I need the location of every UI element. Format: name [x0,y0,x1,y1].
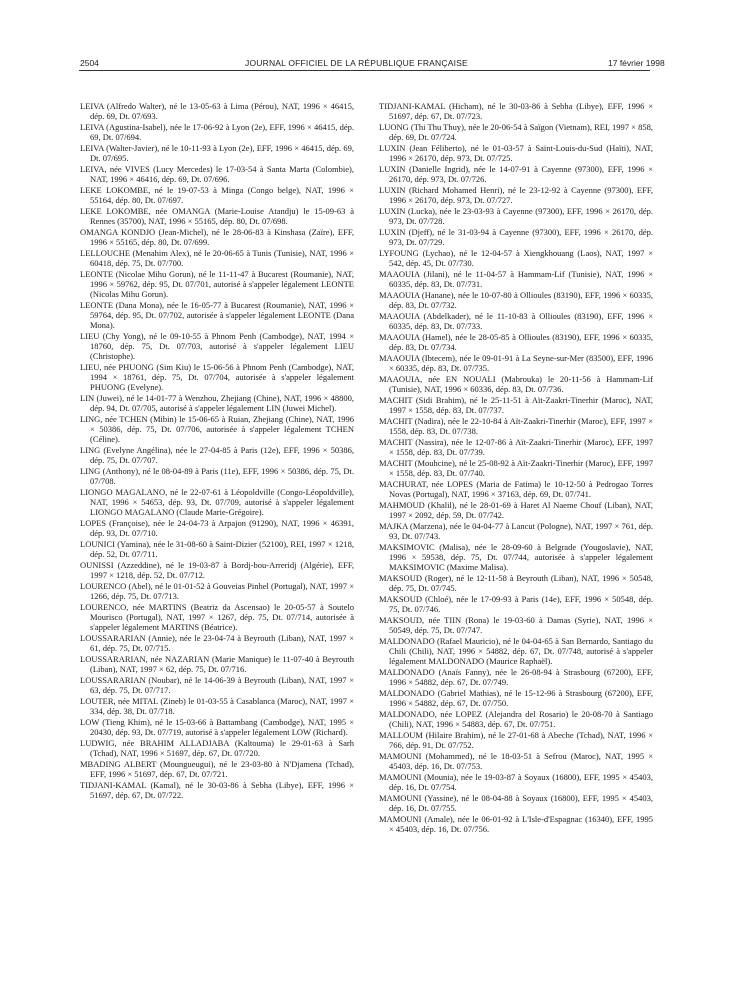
naturalization-entry: LOUSSARARIAN (Annie), née le 23-04-74 à Beyrouth (Liban), NAT, 1997 × 61, dép. 75, Dt. 07/715. [80,633,354,653]
naturalization-entry: TIDJANI-KAMAL (Hicham), né le 30-03-86 à Sebha (Libye), EFF, 1996 × 51697, dép. 67, Dt. 07/723. [379,101,653,121]
naturalization-entry: MALDONADO, née LOPEZ (Alejandra del Rosario) le 20-08-70 à Santiago (Chili), NAT, 1996 × 54883, dép. 67, Dt. 07/751. [379,709,653,729]
naturalization-entry: MAAOUIA (Jilani), né le 11-04-57 à Hammam-Lif (Tunisie), NAT, 1996 × 60335, dép. 83, Dt. 07/731. [379,269,653,289]
naturalization-entry: MAAOUIA (Abdelkader), né le 11-10-83 à Ollioules (83190), EFF, 1996 × 60335, dép. 83, Dt. 07/733. [379,311,653,331]
page-number: 2504 [80,58,99,68]
naturalization-entry: LOURENCO, née MARTINS (Beatriz da Ascensao) le 20-05-57 à Soutelo Mourisco (Portugal), NAT, 1997 × 1267, dép. 75, Dt. 07/714, autorisée à s'appeler légalement MARTINS (Béatrice). [80,602,354,632]
naturalization-entry: LIEU (Chy Yong), né le 09-10-55 à Phnom Penh (Cambodge), NAT, 1994 × 18760, dép. 75, Dt. 07/703, autorisé à s'appeler légalement LIEU (Christophe). [80,331,354,361]
naturalization-entry: MAKSOUD (Chloé), née le 17-09-93 à Paris (14e), EFF, 1996 × 50548, dép. 75, Dt. 07/746. [379,594,653,614]
issue-date: 17 février 1998 [608,58,665,68]
naturalization-entry: MACHIT (Sidi Brahim), né le 25-11-51 à Aït-Zaakri-Tinerhir (Maroc), NAT, 1997 × 1558, dép. 83, Dt. 07/737. [379,395,653,415]
naturalization-entry: LOW (Tieng Khim), né le 15-03-66 à Battambang (Cambodge), NAT, 1995 × 20430, dép. 93, Dt. 07/719, autorisé à s'appeler légalement LOW (Richard). [80,717,354,737]
naturalization-entry: MAMOUNI (Amale), née le 06-01-92 à L'Isle-d'Espagnac (16340), EFF, 1995 × 45403, dép. 16, Dt. 07/756. [379,814,653,834]
naturalization-entry: LOPES (Françoise), née le 24-04-73 à Arpajon (91290), NAT, 1996 × 46391, dép. 93, Dt. 07/710. [80,518,354,538]
naturalization-entry: LEIVA (Walter-Javier), né le 10-11-93 à Lyon (2e), EFF, 1996 × 46415, dép. 69, Dt. 07/695. [80,143,354,163]
naturalization-entry: MAKSOUD (Roger), né le 12-11-58 à Beyrouth (Liban), NAT, 1996 × 50548, dép. 75, Dt. 07/745. [379,573,653,593]
naturalization-entry: LOUSSARARIAN (Noubar), né le 14-06-39 à Beyrouth (Liban), NAT, 1997 × 63, dép. 75, Dt. 07/717. [80,675,354,695]
naturalization-entry: LYFOUNG (Lychao), né le 12-04-57 à Xiengkhouang (Laos), NAT, 1997 × 542, dép. 45, Dt. 07/730. [379,248,653,268]
right-column [379,101,653,835]
naturalization-entry: MACHIT (Nassira), née le 12-07-86 à Aït-Zaakri-Tinerhir (Maroc), EFF, 1997 × 1558, dép. 83, Dt. 07/739. [379,437,653,457]
naturalization-entry: LIEU, née PHUONG (Sim Kiu) le 15-06-56 à Phnom Penh (Cambodge), NAT, 1994 × 18761, dép. 75, Dt. 07/704, autorisée à s'appeler légalement PHUONG (Evelyne). [80,362,354,392]
naturalization-entry: TIDJANI-KAMAL (Kamal), né le 30-03-86 à Sebha (Libye), EFF, 1996 × 51697, dép. 67, Dt. 07/722. [80,780,354,800]
naturalization-entry: LOUTER, née MITAL (Zineb) le 01-03-55 à Casablanca (Maroc), NAT, 1997 × 334, dép. 38, Dt. 07/718. [80,696,354,716]
naturalization-entry: OUNISSI (Azzeddine), né le 19-03-87 à Bordj-bou-Arreridj (Algérie), EFF, 1997 × 1218, dép. 52, Dt. 07/712. [80,560,354,580]
naturalization-entry: LUDWIG, née BRAHIM ALLADJABA (Kaltouma) le 29-01-63 à Sarh (Tchad), NAT, 1996 × 51697, dép. 67, Dt. 07/720. [80,738,354,758]
naturalization-entry: LEONTE (Nicolae Mihu Gorun), né le 11-11-47 à Bucarest (Roumanie), NAT, 1996 × 59762, dép. 95, Dt. 07/701, autorisé à s'appeler légalement LEONTE (Nicolas Mihu Gorun). [80,269,354,299]
naturalization-entry: MBADING ALBERT (Moungueugui), né le 23-03-80 à N'Djamena (Tchad), EFF, 1996 × 51697, dép. 67, Dt. 07/721. [80,759,354,779]
naturalization-entry: OMANGA KONDJO (Jean-Michel), né le 28-06-83 à Kinshasa (Zaïre), EFF, 1996 × 55165, dép. 80, Dt. 07/699. [80,227,354,247]
naturalization-entry: MAAOUIA (Hamel), née le 28-05-85 à Ollioules (83190), EFF, 1996 × 60335, dép. 83, Dt. 07/734. [379,332,653,352]
naturalization-entry: MAMOUNI (Yassine), né le 08-04-88 à Soyaux (16800), EFF, 1995 × 45403, dép. 16, Dt. 07/755. [379,793,653,813]
naturalization-entry: LEIVA (Agustina-Isabel), née le 17-06-92 à Lyon (2e), EFF, 1996 × 46415, dép. 69, Dt. 07/694. [80,122,354,142]
naturalization-entry: LUXIN (Djeff), né le 31-03-94 à Cayenne (97300), EFF, 1996 × 26170, dép. 973, Dt. 07/729. [379,227,653,247]
naturalization-entry: LEKE LOKOMBE, né le 19-07-53 à Minga (Congo belge), NAT, 1996 × 55164, dép. 80, Dt. 07/697. [80,185,354,205]
naturalization-entry: LOUSSARARIAN, née NAZARIAN (Marie Manique) le 11-07-40 à Beyrouth (Liban), NAT, 1997 × 62, dép. 75, Dt. 07/716. [80,654,354,674]
naturalization-entry: MAKSIMOVIC (Malisa), née le 28-09-60 à Belgrade (Yougoslavie), NAT, 1996 × 59538, dép. 75, Dt. 07/744, autorisée à s'appeler légalement MAKSIMOVIC (Maxime Malisa). [379,542,653,572]
naturalization-entry: MAMOUNI (Mounia), née le 19-03-87 à Soyaux (16800), EFF, 1995 × 45403, dép. 16, Dt. 07/754. [379,772,653,792]
naturalization-entry: MALDONADO (Anaïs Fanny), née le 26-08-94 à Strasbourg (67200), EFF, 1996 × 54882, dép. 67, Dt. 07/749. [379,667,653,687]
naturalization-entry: MAJKA (Marzena), née le 04-04-77 à Lancut (Pologne), NAT, 1997 × 761, dép. 93, Dt. 07/743. [379,521,653,541]
naturalization-entry: LING (Anthony), né le 08-04-89 à Paris (11e), EFF, 1996 × 50386, dép. 75, Dt. 07/708. [80,466,354,486]
naturalization-entry: LEONTE (Dana Mona), née le 16-05-77 à Bucarest (Roumanie), NAT, 1996 × 59764, dép. 95, Dt. 07/702, autorisée à s'appeler légalement LEONTE (Dana Mona). [80,300,354,330]
naturalization-entry: LELLOUCHE (Menahim Alex), né le 20-06-65 à Tunis (Tunisie), NAT, 1996 × 60418, dép. 75, Dt. 07/700. [80,248,354,268]
naturalization-entry: MAHMOUD (Khalil), né le 28-01-69 à Haret Al Naeme Chouf (Liban), NAT, 1997 × 2092, dép. 59, Dt. 07/742. [379,500,653,520]
journal-title: JOURNAL OFFICIEL DE LA RÉPUBLIQUE FRANÇAISE [245,58,468,68]
naturalization-entry: MACHIT (Nadira), née le 22-10-84 à Aït-Zaakri-Tinerhir (Maroc), EFF, 1997 × 1558, dép. 83, Dt. 07/738. [379,416,653,436]
naturalization-entry: LEIVA, née VIVES (Lucy Mercedes) le 17-03-54 à Santa Marta (Colombie), NAT, 1996 × 46416, dép. 69, Dt. 07/696. [80,164,354,184]
naturalization-entry: MAAOUIA (Ibtecem), née le 09-01-91 à La Seyne-sur-Mer (83500), EFF, 1996 × 60335, dép. 83, Dt. 07/735. [379,353,653,373]
naturalization-entry: LIONGO MAGALANO, né le 22-07-61 à Léopoldville (Congo-Léopoldville), NAT, 1996 × 54653, dép. 93, Dt. 07/709, autorisé à s'appeler légalement LIONGO MAGALANO (Claude Marie-Grégoire). [80,487,354,517]
naturalization-entry: LUXIN (Richard Mohamed Henri), né le 23-12-92 à Cayenne (97300), EFF, 1996 × 26170, dép. 973, Dt. 07/727. [379,185,653,205]
naturalization-entry: MACHURAT, née LOPES (Maria de Fatima) le 10-12-50 à Pedrogao Torres Novas (Portugal), NAT, 1996 × 37163, dép. 69, Dt. 07/741. [379,479,653,499]
naturalization-entry: LIN (Juwei), né le 14-01-77 à Wenzhou, Zhejiang (Chine), NAT, 1996 × 48800, dép. 94, Dt. 07/705, autorisé à s'appeler légalement LIN (Juwei Michel). [80,393,354,413]
naturalization-entry: LOUNICI (Yamina), née le 31-08-60 à Saint-Dizier (52100), REI, 1997 × 1218, dép. 52, Dt. 07/711. [80,539,354,559]
page-header [0,0,731,70]
naturalization-entry: LUXIN (Lucka), née le 23-03-93 à Cayenne (97300), EFF, 1996 × 26170, dép. 973, Dt. 07/728. [379,206,653,226]
header-rule [79,70,650,71]
naturalization-entry: LING, née TCHEN (Mibin) le 15-06-65 à Ruian, Zhejiang (Chine), NAT, 1996 × 50386, dép. 75, Dt. 07/706, autorisée à s'appeler légalement TCHEN (Céline). [80,414,354,444]
naturalization-entry: MAKSOUD, née TIIN (Rona) le 19-03-60 à Damas (Syrie), NAT, 1996 × 50549, dép. 75, Dt. 07/747. [379,615,653,635]
naturalization-entry: LUXIN (Jean Féliberto), né le 01-03-57 à Saint-Louis-du-Sud (Haïti), NAT, 1996 × 26170, dép. 973, Dt. 07/725. [379,143,653,163]
naturalization-entry: LUONG (Thi Thu Thuy), née le 20-06-54 à Saïgon (Vietnam), REI, 1997 × 858, dép. 69, Dt. 07/724. [379,122,653,142]
naturalization-entry: MAMOUNI (Mohammed), né le 18-03-51 à Sefrou (Maroc), NAT, 1995 × 45403, dép. 16, Dt. 07/753. [379,751,653,771]
naturalization-entry: LING (Evelyne Angélina), née le 27-04-85 à Paris (12e), EFF, 1996 × 50386, dép. 75, Dt. 07/707. [80,445,354,465]
naturalization-entry: LEKE LOKOMBE, née OMANGA (Marie-Louise Atandju) le 15-09-63 à Rennes (35700), NAT, 1996 × 55165, dép. 80, Dt. 07/698. [80,206,354,226]
naturalization-entry: MAAOUIA (Hanane), née le 10-07-80 à Ollioules (83190), EFF, 1996 × 60335, dép. 83, Dt. 07/732. [379,290,653,310]
naturalization-entry: MALDONADO (Gabriel Mathias), né le 15-12-96 à Strasbourg (67200), EFF, 1996 × 54882, dép. 67, Dt. 07/750. [379,688,653,708]
naturalization-entry: LEIVA (Alfredo Walter), né le 13-05-63 à Lima (Pérou), NAT, 1996 × 46415, dép. 69, Dt. 07/693. [80,101,354,121]
naturalization-entry: MAAOUIA, née EN NOUALI (Mabrouka) le 20-11-56 à Hammam-Lif (Tunisie), NAT, 1996 × 60336, dép. 83, Dt. 07/736. [379,374,653,394]
naturalization-entry: LUXIN (Danielle Ingrid), née le 14-07-91 à Cayenne (97300), EFF, 1996 × 26170, dép. 973, Dt. 07/726. [379,164,653,184]
naturalization-entry: MALDONADO (Rafael Mauricio), né le 04-04-65 à San Bernardo, Santiago du Chili (Chili), NAT, 1996 × 54882, dép. 67, Dt. 07/748, autorisé à s'appeler légalement MALDONADO (Maurice Raphaël). [379,636,653,666]
naturalization-entry: MALLOUM (Hilaire Brahim), né le 27-01-68 à Abeche (Tchad), NAT, 1996 × 766, dép. 91, Dt. 07/752. [379,730,653,750]
left-column [80,101,354,801]
naturalization-entry: MACHIT (Mouhcine), né le 25-08-92 à Aït-Zaakri-Tinerhir (Maroc), EFF, 1997 × 1558, dép. 83, Dt. 07/740. [379,458,653,478]
naturalization-entry: LOURENCO (Abel), né le 01-01-52 à Gouveias Pinhel (Portugal), NAT, 1997 × 1266, dép. 75, Dt. 07/713. [80,581,354,601]
